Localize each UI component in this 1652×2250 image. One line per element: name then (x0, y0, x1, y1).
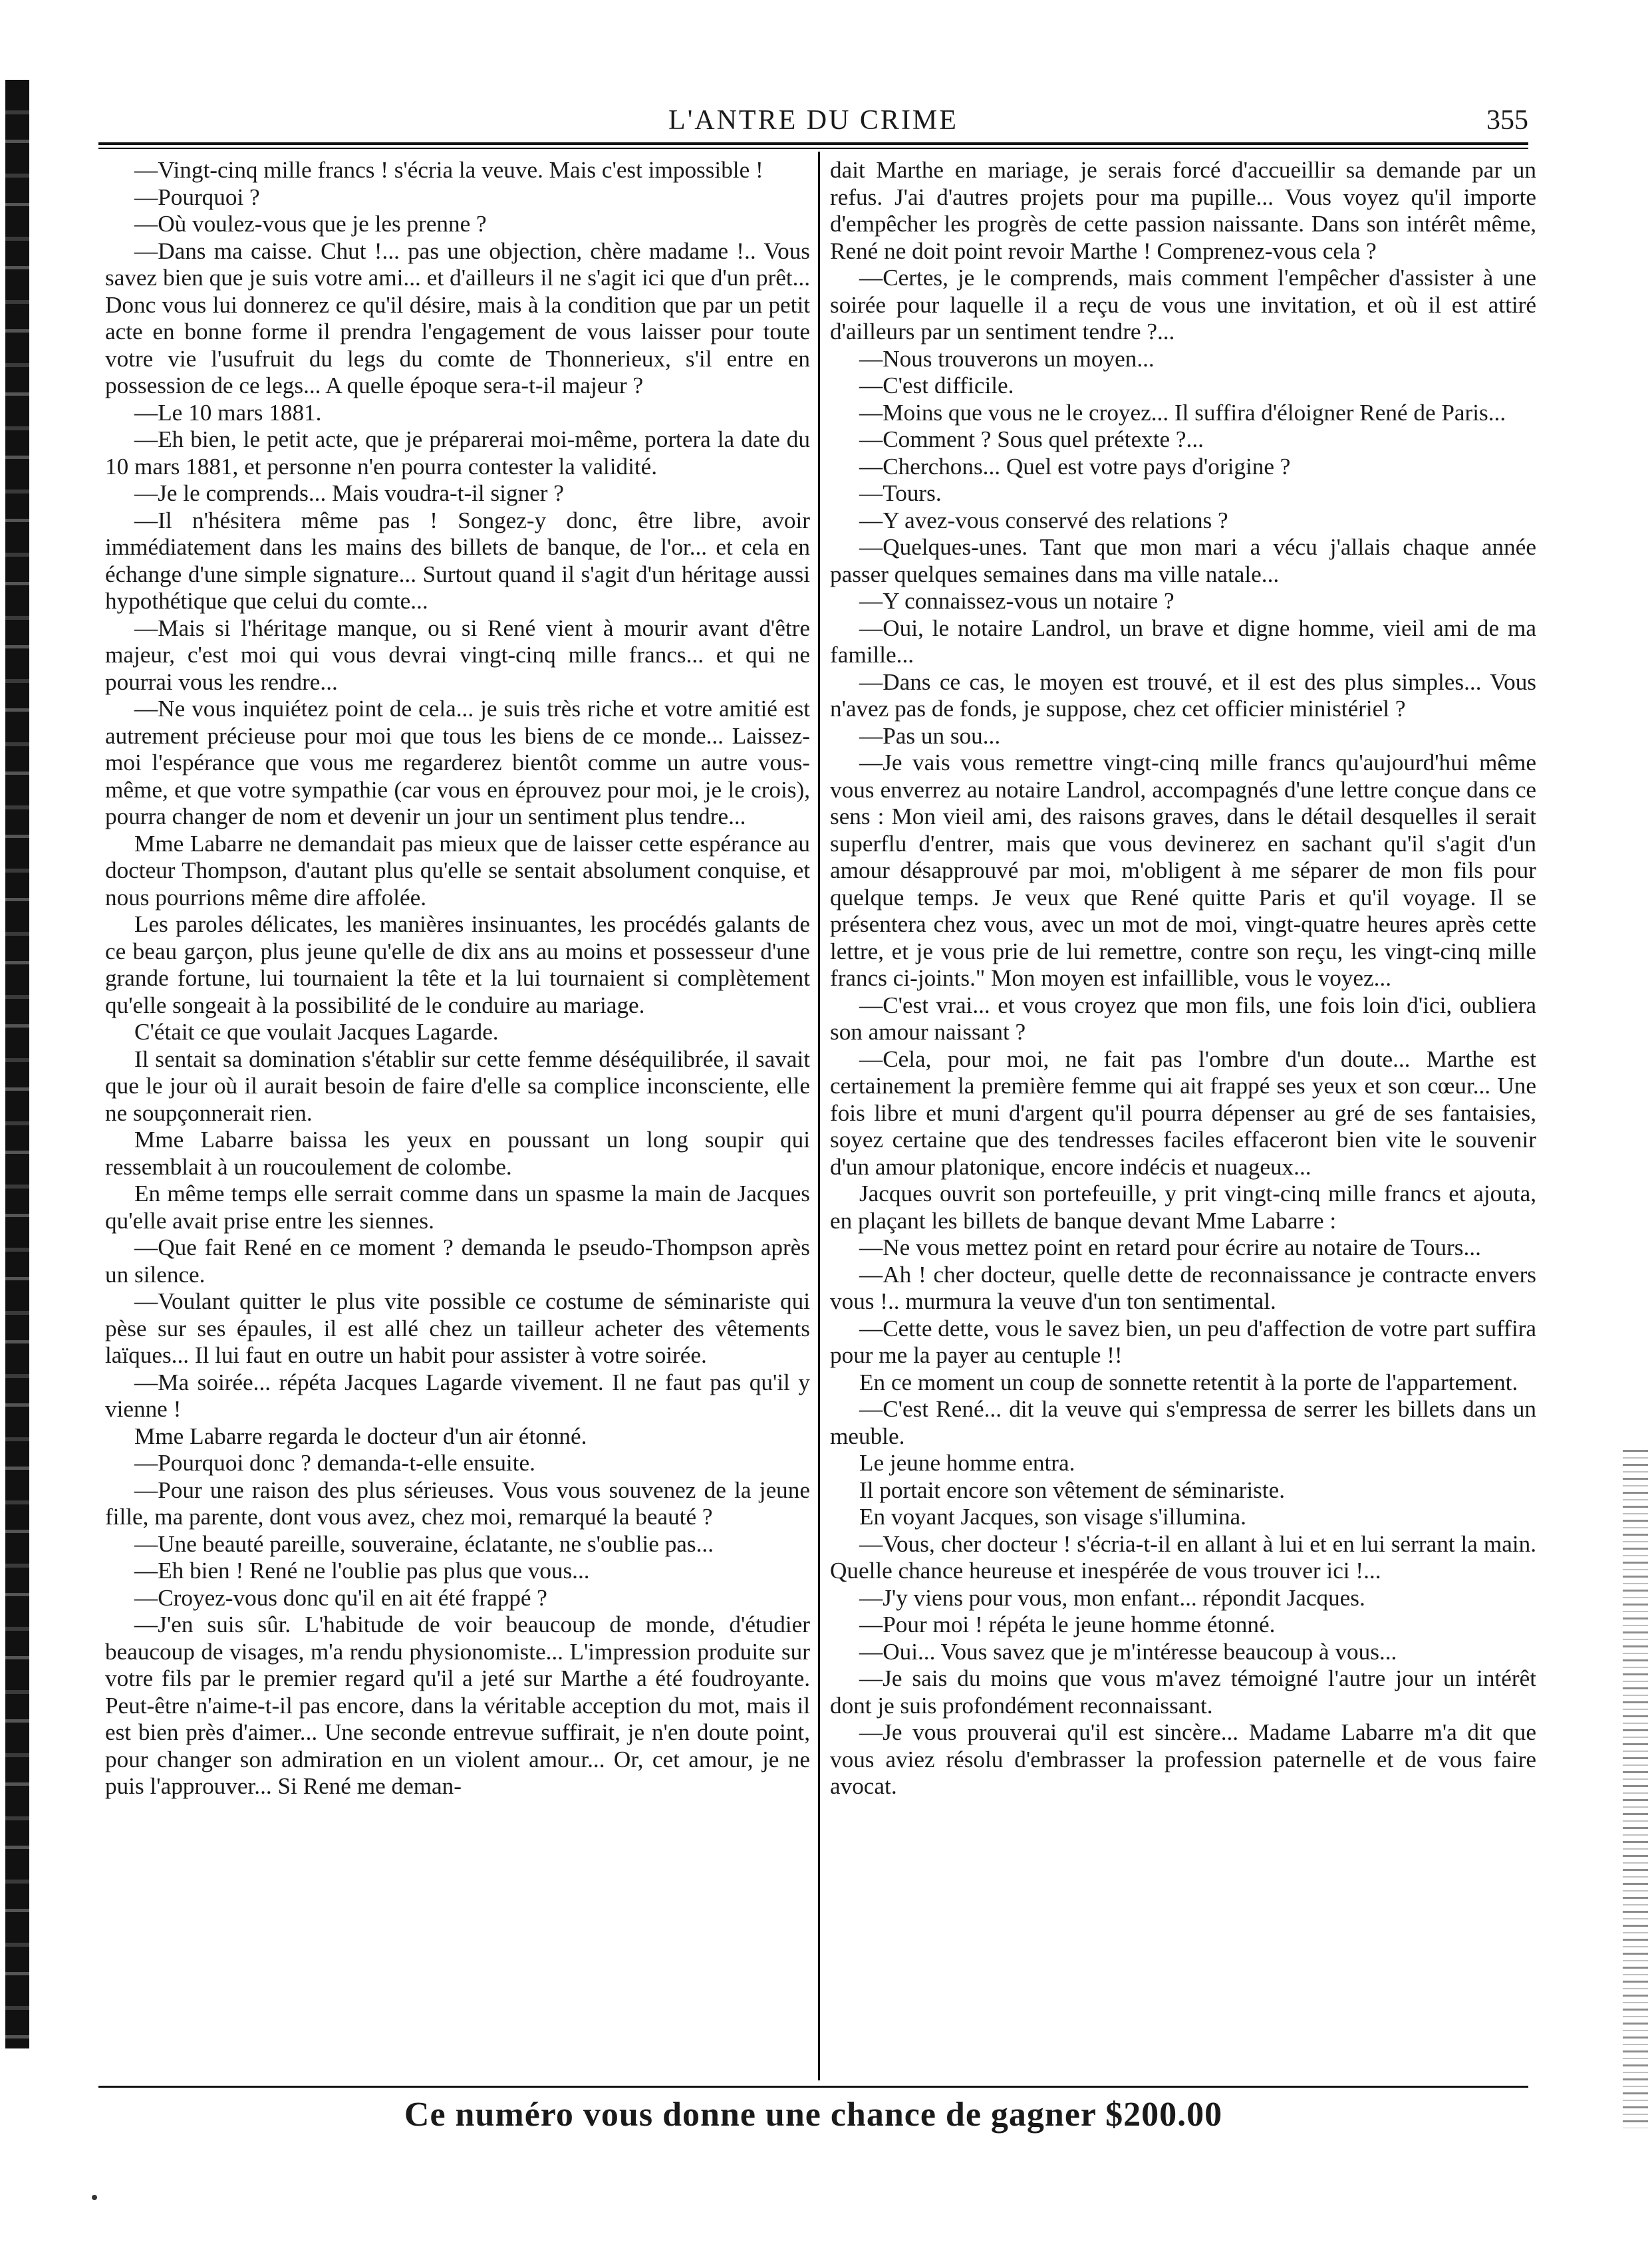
paragraph: —Ah ! cher docteur, quelle dette de reconnaissance je contracte envers vous !.. murmura la veuve d'un ton sentimental. (830, 1261, 1536, 1314)
paragraph: Le jeune homme entra. (859, 1450, 1075, 1476)
left-column (105, 157, 810, 1800)
ink-speck (92, 2195, 97, 2200)
paragraph: —Je le comprends... Mais voudra-t-il signer ? (134, 480, 564, 506)
paragraph: —Vous, cher docteur ! s'écria-t-il en allant à lui et en lui serrant la main. Quelle chance heureuse et inespérée de vous trouver ici !... (830, 1530, 1536, 1584)
header-rule-thin (98, 148, 1528, 149)
paragraph: —Où voulez-vous que je les prenne ? (134, 211, 487, 237)
paragraph: Il sentait sa domination s'établir sur cette femme déséquilibrée, il savait que le jour où il aurait besoin de faire d'elle sa complice inconsciente, elle ne soupçonnerait rien. (105, 1046, 810, 1126)
paragraph: —Moins que vous ne le croyez... Il suffira d'éloigner René de Paris... (859, 399, 1506, 426)
running-title: L'ANTRE DU CRIME (668, 105, 958, 136)
paragraph: —Oui... Vous savez que je m'intéresse beaucoup à vous... (859, 1638, 1397, 1665)
paragraph: —Dans ma caisse. Chut !... pas une objection, chère madame !.. Vous savez bien que je suis votre ami... et d'ailleurs il ne s'agit ici que d'un prêt... Donc vous lui donnerez ce qu'il désire, mais à la condition que par un petit acte en bonne forme il prendra l'engagement de vous laisser pour toute votre vie l'usufruit du legs du comte de Thonnerieux, s'il entre en possession de ce legs... A quelle époque sera-t-il majeur ? (105, 237, 810, 398)
paragraph: —Que fait René en ce moment ? demanda le pseudo-Thompson après un silence. (105, 1234, 810, 1288)
page-number: 355 (1486, 105, 1528, 136)
paragraph: —Pour une raison des plus sérieuses. Vous vous souvenez de la jeune fille, ma parente, dont vous avez, chez moi, remarqué la beauté ? (105, 1477, 810, 1530)
paragraph: —C'est difficile. (859, 372, 1014, 398)
paragraph: —C'est vrai... et vous croyez que mon fils, une fois loin d'ici, oubliera son amour naissant ? (830, 992, 1536, 1045)
paragraph: —Ne vous inquiétez point de cela... je suis très riche et votre amitié est autrement précieuse pour moi que tous les biens de ce monde... Laissez-moi l'espérance que vous me regarderez bientôt comme un autre vous-même, et que votre sympathie (car vous en éprouvez pour moi, je le crois), pourra changer de nom et devenir un jour un sentiment plus tendre... (105, 696, 810, 829)
paragraph: —Pour moi ! répéta le jeune homme étonné. (859, 1612, 1276, 1637)
paragraph: —Ne vous mettez point en retard pour écrire au notaire de Tours... (859, 1234, 1481, 1260)
paragraph: Mme Labarre baissa les yeux en poussant un long soupir qui ressemblait à un roucoulement de colombe. (105, 1127, 810, 1180)
paragraph: —Pas un sou... (859, 722, 1001, 749)
paragraph: En ce moment un coup de sonnette retentit à la porte de l'appartement. (859, 1369, 1518, 1395)
paragraph: —Certes, je le comprends, mais comment l'empêcher d'assister à une soirée pour laquelle il a reçu de vous une invitation, et où il est attiré d'ailleurs par un sentiment tendre ?... (830, 265, 1536, 345)
paragraph: —Pourquoi donc ? demanda-t-elle ensuite. (134, 1450, 535, 1476)
paragraph: —Je vais vous remettre vingt-cinq mille francs qu'aujourd'hui même vous enverrez au notaire Landrol, accompagnés d'une lettre conçue dans ce sens : Mon vieil ami, des raisons graves, dans le détail desquelles il serait superflu d'entrer, mais que vous devinerez en sachant qu'il s'agit d'un amour désapprouvé par moi, m'obligent à me séparer de mon fils pour quelque temps. Je veux que René quitte Paris et qu'il voyage. Il se présentera chez vous, avec un mot de moi, vingt-quatre heures après cette lettre, et je vous prie de lui remettre, contre son reçu, les vingt-cinq mille francs ci-joints." Mon moyen est infaillible, vous le voyez... (830, 750, 1536, 991)
paragraph: —Cela, pour moi, ne fait pas l'ombre d'un doute... Marthe est certainement la première femme qui ait frappé ses yeux et son cœur... Une fois libre et muni d'argent qu'il pourra dépenser au gré de ses fantaisies, soyez certaine que des tendresses faciles effaceront bien vite le souvenir d'un amour platonique, encore indécis et nuageux... (830, 1046, 1536, 1180)
paragraph: —Quelques-unes. Tant que mon mari a vécu j'allais chaque année passer quelques semaines dans ma ville natale... (830, 534, 1536, 587)
paragraph: —Tours. (859, 480, 942, 506)
paragraph: —Il n'hésitera même pas ! Songez-y donc, être libre, avoir immédiatement dans les mains des billets de banque, de l'or... et cela en échange d'une simple signature... Surtout quand il s'agit d'un héritage aussi hypothétique que celui du comte... (105, 507, 810, 614)
footer-banner: Ce numéro vous donne une chance de gagner $200.00 (404, 2096, 1223, 2134)
binding-edge (5, 80, 29, 2048)
paragraph: —Pourquoi ? (134, 184, 260, 210)
right-column (830, 157, 1536, 1800)
paragraph: —Croyez-vous donc qu'il en ait été frappé ? (134, 1584, 547, 1611)
edge-noise (1623, 1450, 1648, 2128)
paragraph: En même temps elle serrait comme dans un spasme la main de Jacques qu'elle avait prise entre les siennes. (105, 1181, 810, 1234)
paragraph: —Comment ? Sous quel prétexte ?... (859, 426, 1204, 452)
paragraph: —Cherchons... Quel est votre pays d'origine ? (859, 453, 1291, 480)
paragraph: Il portait encore son vêtement de séminariste. (859, 1477, 1285, 1503)
paragraph: —J'y viens pour vous, mon enfant... répondit Jacques. (859, 1584, 1365, 1611)
paragraph: —Eh bien ! René ne l'oublie pas plus que vous... (134, 1558, 590, 1584)
header-rule (98, 142, 1528, 145)
paragraph: —Dans ce cas, le moyen est trouvé, et il est des plus simples... Vous n'avez pas de fonds, je suppose, chez cet officier ministériel ? (830, 668, 1536, 722)
paragraph: —Cette dette, vous le savez bien, un peu d'affection de votre part suffira pour me la payer au centuple !! (830, 1315, 1536, 1368)
column-divider (818, 152, 820, 2080)
paragraph: —Y avez-vous conservé des relations ? (859, 507, 1228, 533)
paragraph: —Nous trouverons un moyen... (859, 345, 1155, 372)
paragraph: —Ma soirée... répéta Jacques Lagarde vivement. Il ne faut pas qu'il y vienne ! (105, 1369, 810, 1422)
paragraph: Les paroles délicates, les manières insinuantes, les procédés galants de ce beau garçon, plus jeune qu'elle de dix ans au moins et possesseur d'une grande fortune, lui tournaient la tête et la lui tournaient si complètement qu'elle songeait à la possibilité de le conduire au mariage. (105, 911, 810, 1018)
footer-rule (98, 2086, 1528, 2088)
paragraph: —Je vous prouverai qu'il est sincère... Madame Labarre m'a dit que vous aviez résolu d'embrasser la profession paternelle et de vous faire avocat. (830, 1719, 1536, 1799)
paragraph: Mme Labarre regarda le docteur d'un air étonné. (134, 1423, 587, 1449)
paragraph: dait Marthe en mariage, je serais forcé d'accueillir sa demande par un refus. J'ai d'autres projets pour ma pupille... Vous voyez qu'il importe d'empêcher les progrès de cette passion naissante. Dans son intérêt même, René ne doit point revoir Marthe ! Comprenez-vous cela ? (830, 157, 1536, 264)
page-header (98, 100, 1528, 141)
paragraph: —Y connaissez-vous un notaire ? (859, 588, 1174, 614)
paragraph: —J'en suis sûr. L'habitude de voir beaucoup de monde, d'étudier beaucoup de visages, m'a rendu physionomiste... L'impression produite sur votre fils par le premier regard qu'il a jeté sur Marthe a été foudroyante. Peut-être n'aime-t-il pas encore, dans la véritable acception du mot, mais il est bien près d'aimer... Une seconde entrevue suffirait, je n'en doute point, pour changer son admiration en un violent amour... Or, cet amour, je ne puis l'approuver... Si René me deman- (105, 1612, 810, 1799)
paragraph: —Je sais du moins que vous m'avez témoigné l'autre jour un intérêt dont je suis profondément reconnaissant. (830, 1665, 1536, 1719)
paragraph: —Mais si l'héritage manque, ou si René vient à mourir avant d'être majeur, c'est moi qui vous devrai vingt-cinq mille francs... et qui ne pourrai vous les rendre... (105, 615, 810, 695)
paragraph: C'était ce que voulait Jacques Lagarde. (134, 1019, 499, 1045)
paragraph: —Le 10 mars 1881. (134, 399, 322, 426)
paragraph: En voyant Jacques, son visage s'illumina. (859, 1504, 1246, 1530)
paragraph: —Oui, le notaire Landrol, un brave et digne homme, vieil ami de ma famille... (830, 615, 1536, 668)
paragraph: Mme Labarre ne demandait pas mieux que de laisser cette espérance au docteur Thompson, d'autant plus qu'elle se sentait absolument conquise, et nous pourrions même dire affolée. (105, 830, 810, 911)
paragraph: —Voulant quitter le plus vite possible ce costume de séminariste qui pèse sur ses épaules, il est allé chez un tailleur acheter des vêtements laïques... Il lui faut en outre un habit pour assister à votre soirée. (105, 1288, 810, 1368)
paragraph: —Une beauté pareille, souveraine, éclatante, ne s'oublie pas... (134, 1530, 714, 1557)
paragraph: Jacques ouvrit son portefeuille, y prit vingt-cinq mille francs et ajouta, en plaçant les billets de banque devant Mme Labarre : (830, 1181, 1536, 1234)
paragraph: —Vingt-cinq mille francs ! s'écria la veuve. Mais c'est impossible ! (134, 157, 763, 183)
paragraph: —Eh bien, le petit acte, que je préparerai moi-même, portera la date du 10 mars 1881, et personne n'en pourra contester la validité. (105, 426, 810, 480)
paragraph: —C'est René... dit la veuve qui s'empressa de serrer les billets dans un meuble. (830, 1396, 1536, 1449)
